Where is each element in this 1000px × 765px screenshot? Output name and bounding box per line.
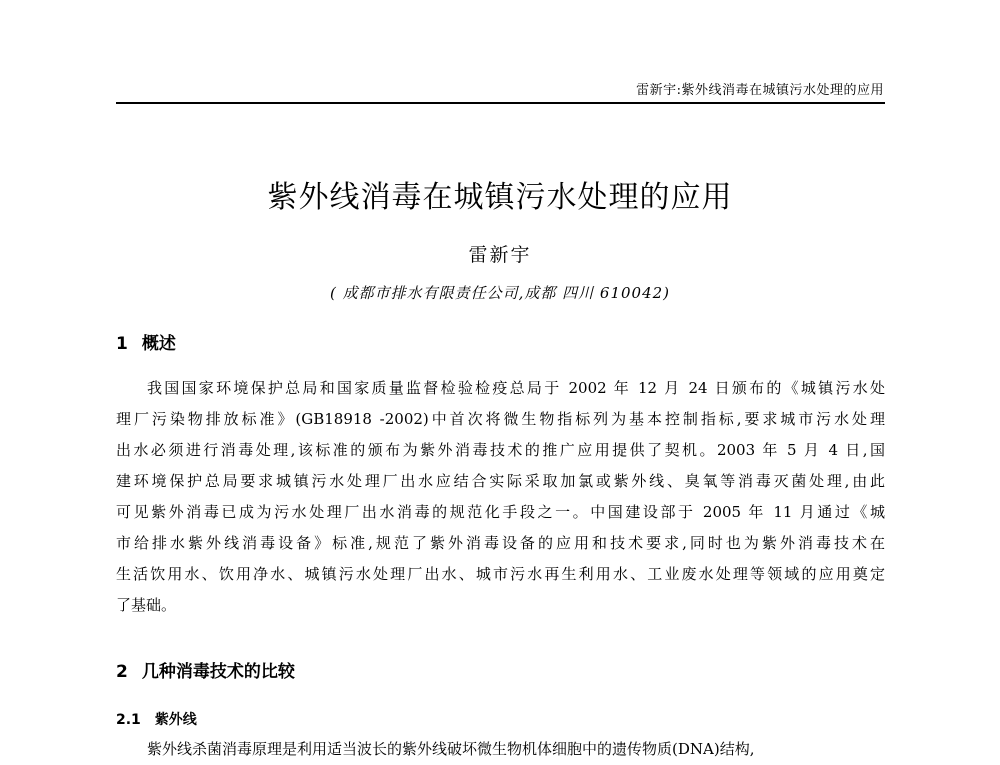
paragraph-line: 出水必须进行消毒处理,该标准的颁布为紫外消毒技术的推广应用提供了契机。2003 年 5 月 4 日,国: [116, 441, 885, 459]
section-title: 几种消毒技术的比较: [141, 662, 295, 682]
paper-title: 紫外线消毒在城镇污水处理的应用: [267, 180, 733, 215]
section-1-paragraph: [116, 373, 885, 621]
section-number: 2.1: [116, 712, 141, 728]
paragraph-line: 我国国家环境保护总局和国家质量监督检验检疫总局于 2002 年 12 月 24 日颁布的《城镇污水处: [147, 379, 885, 397]
paragraph-line: 市给排水紫外线消毒设备》标准,规范了紫外消毒设备的应用和技术要求,同时也为紫外消毒技术在: [116, 534, 885, 552]
header-rule: [116, 102, 885, 104]
author-affiliation: ( 成都市排水有限责任公司,成都 四川 610042): [329, 284, 671, 302]
section-heading-overview: [116, 329, 176, 354]
section-title: 概述: [141, 334, 176, 354]
author-name: 雷新宇: [468, 244, 532, 266]
section-2-1-paragraph: [116, 734, 885, 765]
section-number: 1: [116, 334, 128, 354]
paragraph-line: 可见紫外消毒已成为污水处理厂出水消毒的规范化手段之一。中国建设部于 2005 年 11 月通过《城: [116, 503, 885, 521]
paragraph-line: 生活饮用水、饮用净水、城镇污水处理厂出水、城市污水再生利用水、工业废水处理等领域的应用奠定: [116, 565, 885, 583]
section-title: 紫外线: [154, 712, 197, 728]
running-header: 雷新宇:紫外线消毒在城镇污水处理的应用: [636, 83, 884, 98]
paragraph-line: 理厂污染物排放标准》(GB18918 -2002)中首次将微生物指标列为基本控制指标,要求城市污水处理: [116, 410, 885, 428]
paragraph-line: 紫外线杀菌消毒原理是利用适当波长的紫外线破坏微生物机体细胞中的遗传物质(DNA)结构,: [147, 740, 755, 758]
subsection-heading-uv: [116, 709, 197, 729]
paragraph-line: 建环境保护总局要求城镇污水处理厂出水应结合实际采取加氯或紫外线、臭氧等消毒灭菌处理,由此: [116, 472, 885, 490]
section-number: 2: [116, 662, 128, 682]
paragraph-line: 了基础。: [116, 596, 177, 614]
section-heading-comparison: [116, 657, 295, 682]
